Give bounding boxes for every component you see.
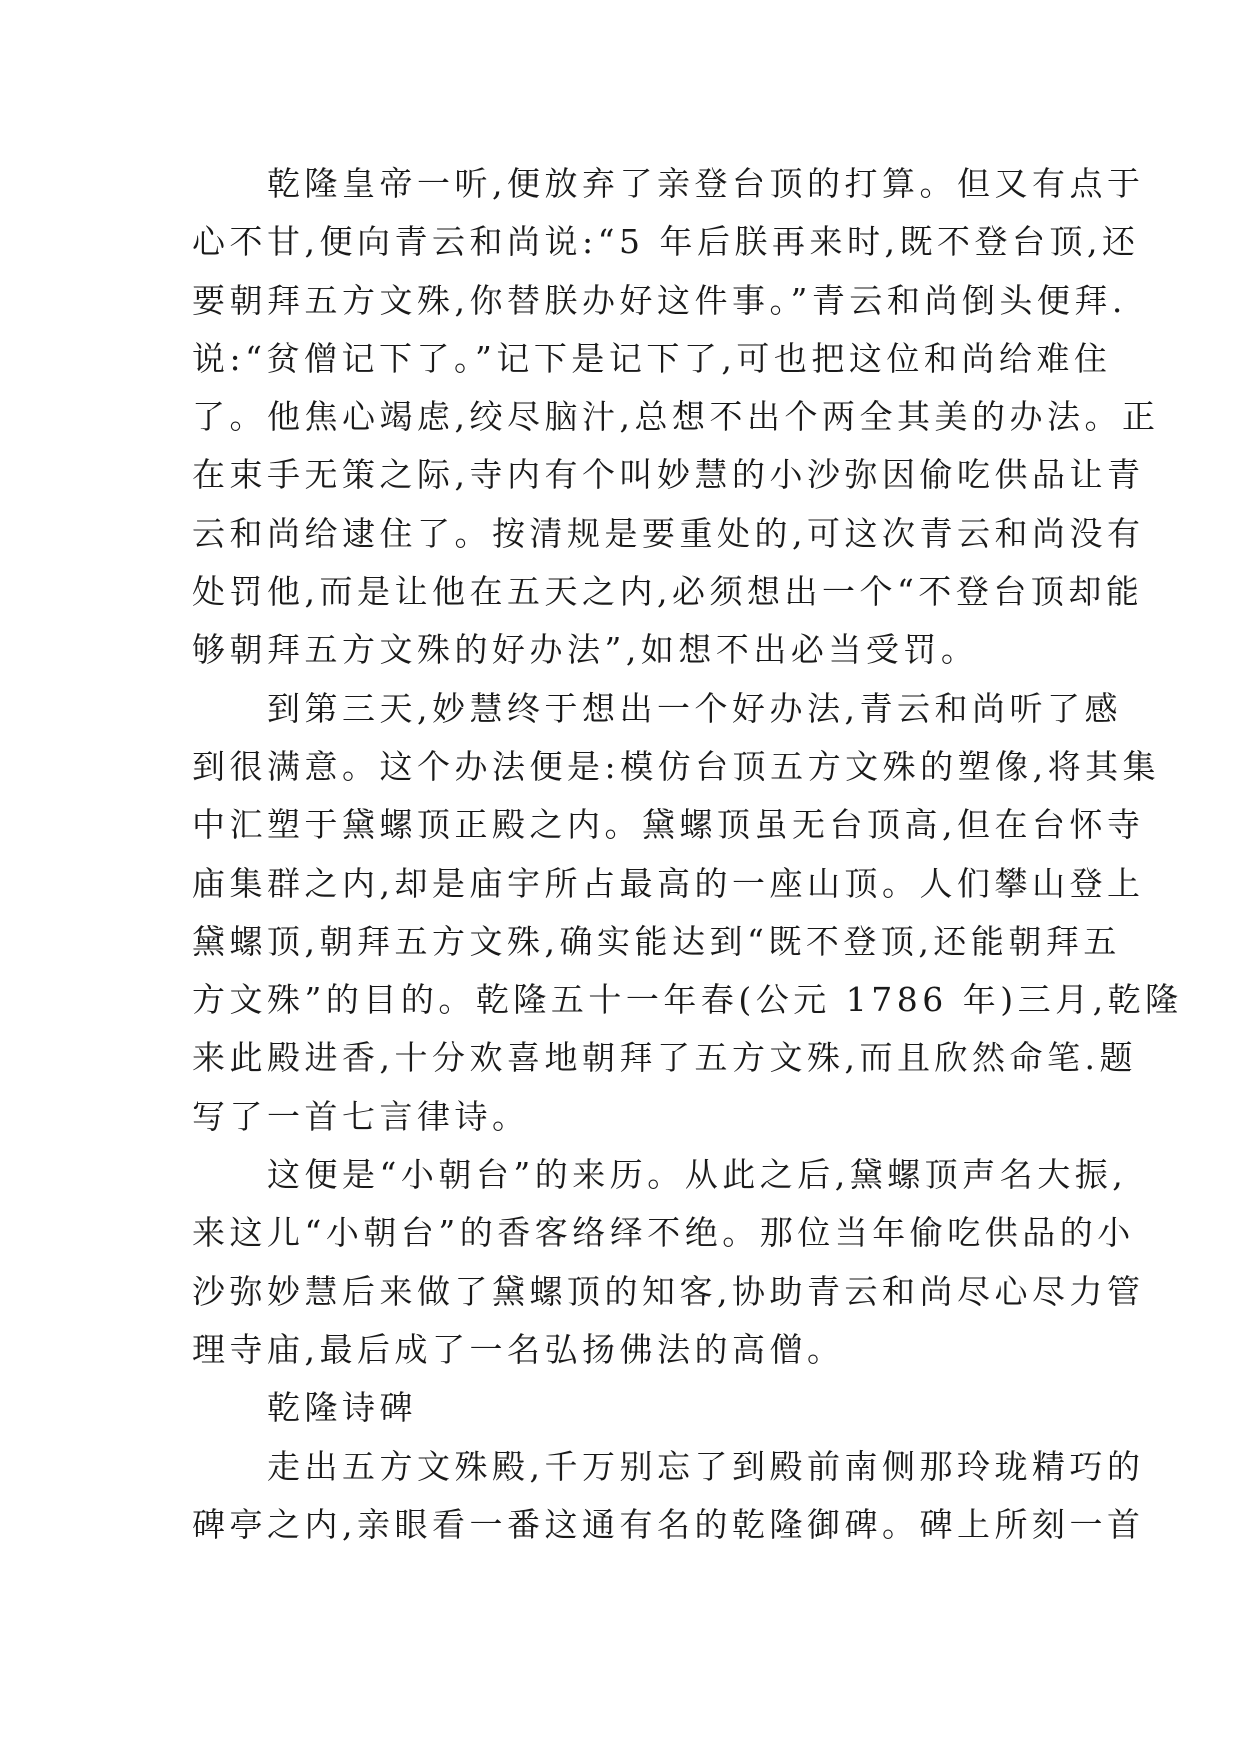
text-line: 处罚他,而是让他在五天之内,必须想出一个“不登台顶却能 [192,572,1144,612]
text-line: 到很满意。这个办法便是:模仿台顶五方文殊的塑像,将其集 [192,746,1161,786]
text-line: 走出五方文殊殿,千万别忘了到殿前南侧那玲珑精巧的 [267,1446,1145,1486]
text-line: 来这儿“小朝台”的香客络绎不绝。那位当年偷吃供品的小 [192,1213,1135,1253]
text-line: 云和尚给逮住了。按清规是要重处的,可这次青云和尚没有 [192,513,1145,553]
text-line: 乾隆诗碑 [267,1388,417,1428]
text-line: 庙集群之内,却是庙宇所占最高的一座山顶。人们攀山登上 [192,863,1145,903]
text-line: 沙弥妙慧后来做了黛螺顶的知客,协助青云和尚尽心尽力管 [192,1271,1145,1311]
body-text [192,155,1183,1554]
text-line: 黛螺顶,朝拜五方文殊,确实能达到“既不登顶,还能朝拜五 [192,921,1121,961]
text-line: 心不甘,便向青云和尚说:“5 年后朕再来时,既不登台顶,还 [192,222,1140,262]
text-line: 说:“贫僧记下了。”记下是记下了,可也把这位和尚给难住 [192,338,1112,378]
text-line: 方文殊”的目的。乾隆五十一年春(公元 1786 年)三月,乾隆 [192,980,1183,1020]
text-line: 写了一首七言律诗。 [192,1096,530,1136]
text-line: 要朝拜五方文殊,你替朕办好这件事。”青云和尚倒头便拜. [192,280,1127,320]
text-line: 碑亭之内,亲眼看一番这通有名的乾隆御碑。碑上所刻一首 [192,1504,1145,1544]
text-line: 够朝拜五方文殊的好办法”,如想不出必当受罚。 [192,630,979,670]
text-line: 中汇塑于黛螺顶正殿之内。黛螺顶虽无台顶高,但在台怀寺 [192,805,1145,845]
text-line: 了。他焦心竭虑,绞尽脑汁,总想不出个两全其美的办法。正 [192,397,1160,437]
text-line: 这便是“小朝台”的来历。从此之后,黛螺顶声名大振, [267,1155,1128,1195]
text-line: 理寺庙,最后成了一名弘扬佛法的高僧。 [192,1329,845,1369]
text-line: 乾隆皇帝一听,便放弃了亲登台顶的打算。但又有点于 [267,164,1145,203]
text-line: 来此殿进香,十分欢喜地朝拜了五方文殊,而且欣然命笔.题 [192,1038,1137,1078]
text-line: 到第三天,妙慧终于想出一个好办法,青云和尚听了感 [267,688,1122,728]
text-line: 在束手无策之际,寺内有个叫妙慧的小沙弥因偷吃供品让青 [192,455,1145,495]
